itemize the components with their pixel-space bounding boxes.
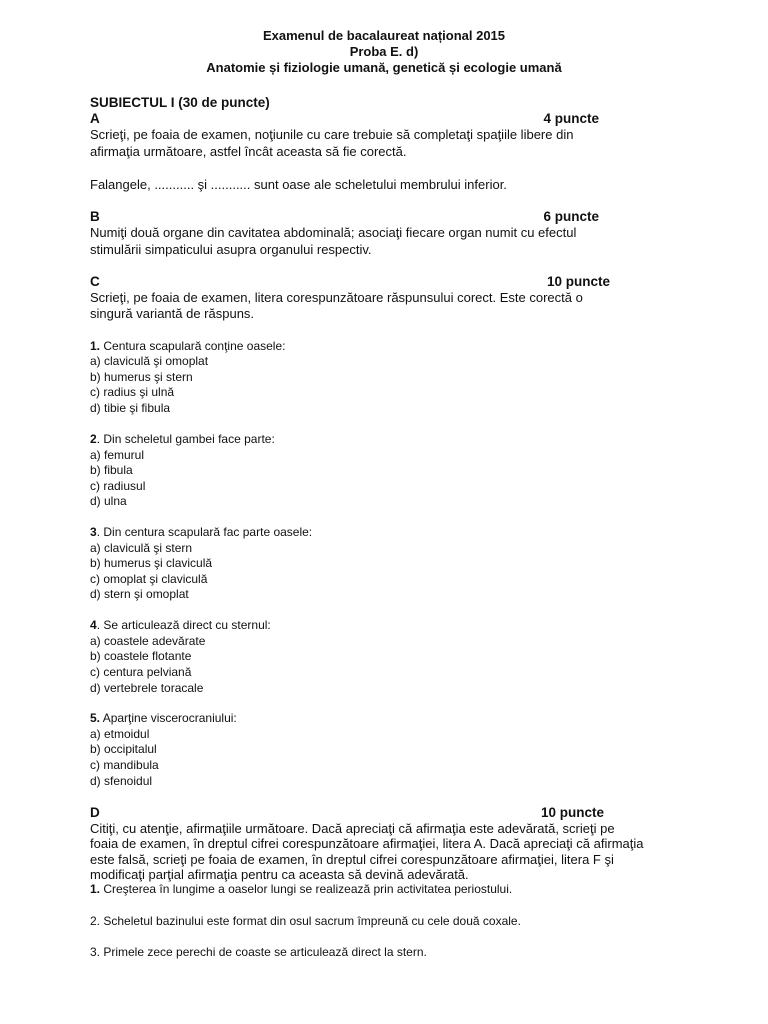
question-4 (90, 618, 271, 632)
question-number: 5. (90, 711, 101, 725)
question-number: 3 (90, 525, 97, 539)
section-b-letter: B (90, 209, 100, 224)
question-text: . Din scheletul gambei face parte: (96, 432, 275, 446)
statement-1 (90, 882, 512, 896)
question-3-option-d: d) stern şi omoplat (90, 587, 189, 601)
question-1-option-d: d) tibie şi fibula (90, 401, 171, 415)
question-number: 4 (90, 618, 97, 632)
section-c-intro-line1: Scrieţi, pe foaia de examen, litera corespunzătoare răspunsului corect. Este corectă o (90, 290, 583, 305)
question-4-option-a: a) coastele adevărate (90, 634, 206, 648)
question-2-option-b: b) fibula (90, 463, 133, 477)
question-3-option-a: a) claviculă şi stern (90, 541, 193, 555)
statement-3 (90, 945, 427, 959)
question-2-option-c: c) radiusul (90, 479, 146, 493)
section-a-points: 4 puncte (543, 111, 599, 126)
question-text: Centura scapulară conţine oasele: (100, 339, 286, 353)
exam-test-label: Proba E. d) (349, 44, 419, 59)
statement-number: 1. (90, 882, 101, 896)
question-4-option-d: d) vertebrele toracale (90, 681, 204, 695)
section-a-intro-line2: afirmaţia următoare, astfel încât aceasta să fie corectă. (90, 144, 407, 159)
statement-text: Creşterea în lungime a oaselor lungi se realizează prin activitatea periostului. (100, 882, 513, 896)
section-d-intro-line1: Citiţi, cu atenţie, afirmaţiile următoare. Dacă apreciaţi că afirmaţia este adevărată, scrieţi pe (90, 821, 615, 836)
section-a-statement: Falangele, ........... şi ........... sunt oase ale scheletului membrului inferior. (90, 177, 507, 192)
section-b-line2: stimulării simpaticului asupra organului respectiv. (90, 242, 372, 257)
question-1-option-a: a) claviculă şi omoplat (90, 354, 209, 368)
statement-2 (90, 914, 521, 928)
section-d-points: 10 puncte (540, 805, 604, 820)
exam-discipline: Anatomie și fiziologie umană, genetică și ecologie umană (206, 60, 562, 75)
section-b-points: 6 puncte (543, 209, 599, 224)
section-a-letter: A (90, 111, 100, 126)
section-d-letter: D (90, 805, 100, 820)
section-b-line1: Numiţi două organe din cavitatea abdominală; asociaţi fiecare organ numit cu efectul (90, 225, 577, 240)
question-4-option-c: c) centura pelviană (90, 665, 192, 679)
question-number: 2 (90, 432, 97, 446)
question-1-option-c: c) radius şi ulnă (90, 385, 175, 399)
question-text: Aparţine viscerocraniului: (100, 711, 237, 725)
question-text: . Din centura scapulară fac parte oasele: (96, 525, 313, 539)
question-5-option-c: c) mandibula (90, 758, 159, 772)
question-3-option-c: c) omoplat şi claviculă (90, 572, 208, 586)
statement-text: Scheletul bazinului este format din osul sacrum împreună cu cele două coxale. (100, 914, 521, 928)
question-2-option-a: a) femurul (90, 448, 145, 462)
section-a-intro-line1: Scrieţi, pe foaia de examen, noţiunile cu care trebuie să completaţi spaţiile libere din (90, 127, 574, 142)
question-2 (90, 432, 275, 446)
question-5 (90, 711, 237, 725)
section-d-intro-line3: este falsă, scrieţi pe foaia de examen, în dreptul cifrei corespunzătoare afirmaţiei, litera F şi (90, 852, 614, 867)
question-3-option-b: b) humerus şi claviculă (90, 556, 213, 570)
question-3 (90, 525, 312, 539)
question-text: . Se articulează direct cu sternul: (96, 618, 271, 632)
statement-number: 2. (90, 914, 101, 928)
section-c-intro-line2: singură variantă de răspuns. (90, 306, 255, 321)
question-5-option-d: d) sfenoidul (90, 774, 153, 788)
statement-text: Primele zece perechi de coaste se articulează direct la stern. (100, 945, 427, 959)
section-d-intro-line2: foaia de examen, în dreptul cifrei corespunzătoare afirmaţiei, litera A. Dacă apreciaţi că afirmaţia (90, 836, 644, 851)
question-number: 1. (90, 339, 101, 353)
exam-title: Examenul de bacalaureat național 2015 (262, 28, 506, 43)
section-c-letter: C (90, 274, 100, 289)
question-5-option-a: a) etmoidul (90, 727, 150, 741)
subject-title: SUBIECTUL I (30 de puncte) (90, 95, 270, 110)
question-2-option-d: d) ulna (90, 494, 127, 508)
exam-header (0, 28, 768, 76)
section-d-intro-line4: modificaţi parţial afirmaţia pentru ca aceasta să devină adevărată. (90, 867, 469, 882)
question-5-option-b: b) occipitalul (90, 742, 157, 756)
question-1 (90, 339, 285, 353)
question-4-option-b: b) coastele flotante (90, 649, 192, 663)
section-c-points: 10 puncte (546, 274, 610, 289)
question-1-option-b: b) humerus şi stern (90, 370, 193, 384)
statement-number: 3. (90, 945, 101, 959)
